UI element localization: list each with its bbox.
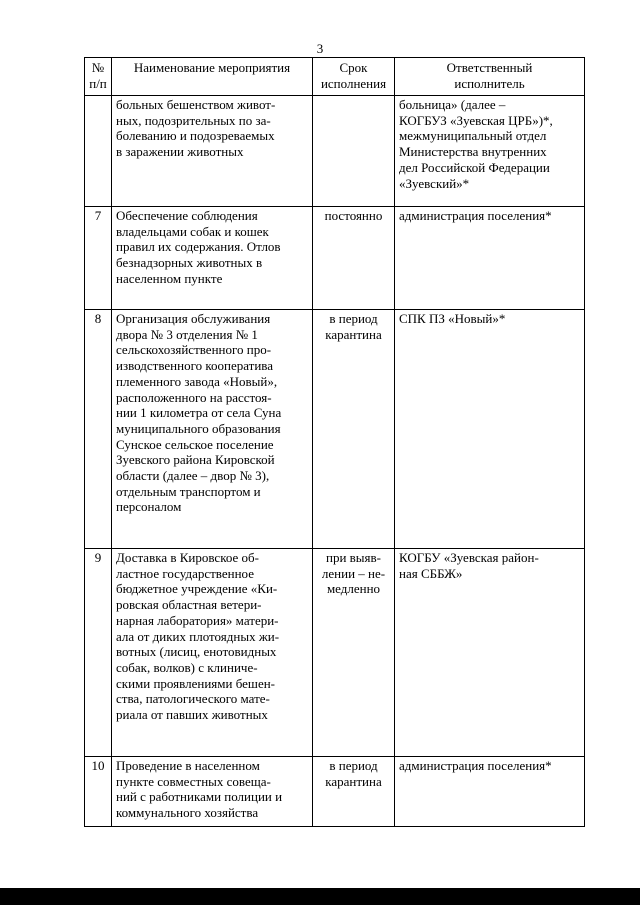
row-responsible-line: больница» (далее – [399,97,506,112]
row-name-line: ала от диких плотоядных жи- [116,628,280,644]
header-number [85,58,112,96]
header-name [112,58,313,96]
row-name-line: больных бешенством живот- [116,97,276,112]
row-responsible [395,549,585,757]
row-name-line: пункте совместных совеща- [116,773,271,789]
row-responsible-line: «Зуевский»* [399,175,470,191]
header-term-line: Срок [339,60,368,75]
row-responsible [395,757,585,827]
row-name [112,310,313,549]
row-name-line: правил их содержания. Отлов [116,239,281,255]
row-term-line: медленно [326,581,381,597]
header-number-line: п/п [89,75,107,91]
row-name-line: коммунального хозяйства [116,805,259,821]
row-name-line: бюджетное учреждение «Ки- [116,581,278,597]
row-name-line: племенного завода «Новый», [116,373,278,389]
row-responsible-line: ная СББЖ» [399,565,463,581]
row-name-line: населенном пункте [116,270,223,286]
row-name-line: безнадзорных животных в [116,255,263,271]
row-name-line: муниципального образования [116,420,281,436]
table-row [85,310,585,549]
row-term-line: при выяв- [326,550,381,565]
row-name-line: изводственного кооператива [116,358,274,374]
row-name-line: в заражении животных [116,144,244,160]
row-name-line: двора № 3 отделения № 1 [116,326,258,342]
row-term [313,96,395,207]
row-name-line: персоналом [116,499,182,515]
row-responsible [395,96,585,207]
row-name-line: ний с работниками полиции и [116,789,283,805]
row-term [313,310,395,549]
row-responsible-line: СПК ПЗ «Новый»* [399,311,506,326]
row-name [112,96,313,207]
header-responsible-line: Ответственный [446,60,533,75]
row-name-line: нии 1 километра от села Суна [116,405,282,421]
table-header [85,58,585,96]
row-responsible-line: дел Российской Федерации [399,159,550,175]
row-responsible-line: администрация поселения* [399,208,552,223]
row-name-line: Сунское сельское поселение [116,436,274,452]
row-responsible-line: КОГБУ «Зуевская район- [399,550,539,565]
row-name-line: риала от павших животных [116,707,268,723]
row-number: 9 [85,549,112,757]
row-term [313,549,395,757]
scan-edge-bar [0,888,640,905]
row-name-line: болеванию и подозреваемых [116,128,275,144]
table-row [85,207,585,310]
header-number-line: № [91,60,105,75]
table-row [85,96,585,207]
row-responsible-line: администрация поселения* [399,758,552,773]
row-name-line: Зуевского района Кировской [116,452,275,468]
row-name-line: ровская областная ветери- [116,597,262,613]
row-term [313,207,395,310]
page-number: 3 [316,41,324,56]
row-number [85,96,112,207]
row-term-line: карантина [325,326,382,342]
row-name-line: Обеспечение соблюдения [116,208,258,223]
row-name-line: нарная лаборатория» матери- [116,612,279,628]
header-responsible-line: исполнитель [454,75,525,91]
row-term-line: лении – не- [321,565,386,581]
row-responsible-line: Министерства внутренних [399,144,547,160]
row-name-line: скими проявлениями бешен- [116,675,275,691]
header-name-line: Наименование мероприятия [133,60,291,75]
row-term [313,757,395,827]
row-name-line: Проведение в населенном [116,758,260,773]
row-name-line: собак, волков) с клиниче- [116,659,258,675]
row-name-line: вотных (лисиц, енотовидных [116,644,277,660]
row-name-line: сельскохозяйственного про- [116,342,272,358]
row-name-line: ластное государственное [116,565,254,581]
row-term-line: карантина [325,773,382,789]
row-name-line: Организация обслуживания [116,311,271,326]
row-name-line: владельцами собак и кошек [116,223,269,239]
row-responsible-line: КОГБУЗ «Зуевская ЦРБ»)*, [399,112,553,128]
row-number: 8 [85,310,112,549]
row-responsible [395,207,585,310]
row-name [112,207,313,310]
row-name-line: отдельным транспортом и [116,483,261,499]
header-responsible [395,58,585,96]
row-term-line: в период [329,758,378,773]
header-term-line: исполнения [320,75,387,91]
row-name [112,549,313,757]
row-responsible [395,310,585,549]
row-name-line: области (далее – двор № 3), [116,468,270,484]
measures-table [84,57,585,827]
row-name-line: ства, патологического мате- [116,691,270,707]
table-row [85,757,585,827]
row-name-line: Доставка в Кировское об- [116,550,259,565]
row-responsible-line: межмуниципальный отдел [399,128,547,144]
row-term-line: постоянно [324,208,383,223]
row-name-line: ных, подозрительных по за- [116,112,271,128]
row-number: 7 [85,207,112,310]
row-name [112,757,313,827]
header-term [313,58,395,96]
row-name-line: расположенного на расстоя- [116,389,272,405]
table-row [85,549,585,757]
row-number: 10 [85,757,112,827]
row-term-line: в период [329,311,378,326]
